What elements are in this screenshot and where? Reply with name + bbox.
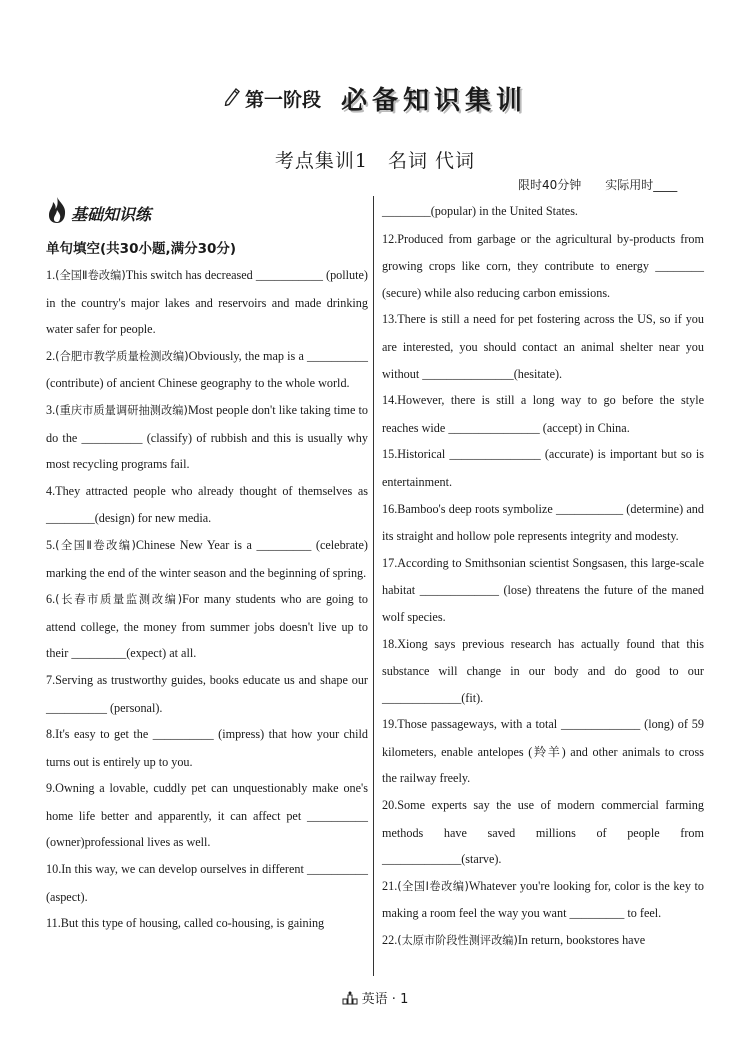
question-item: [46, 532, 368, 586]
question-item: [46, 586, 368, 667]
section-heading: [46, 198, 368, 232]
question-text: Some experts say the use of modern commercial farming methods have saved millions of people from _____________(starve).: [382, 798, 704, 867]
question-number: 8.: [46, 727, 56, 742]
footer-subject: 英语: [361, 992, 388, 1007]
question-item: [382, 198, 704, 226]
question-number: 15.: [382, 447, 398, 462]
question-number: 16.: [382, 501, 398, 516]
question-item: [46, 667, 368, 721]
page-footer: [0, 988, 750, 1009]
question-text: It's easy to get the __________ (impress) that how your child turns out is entirely up to you.: [46, 727, 368, 769]
question-item: [46, 478, 368, 532]
right-column: [382, 198, 704, 955]
question-text: ________(popular) in the United States.: [382, 204, 578, 218]
question-text: They attracted people who already thought of themselves as ________(design) for new media.: [46, 483, 368, 526]
question-item: [382, 711, 704, 792]
question-number: 21.: [382, 878, 398, 893]
question-number: 10.: [46, 862, 62, 877]
question-number: 17.: [382, 555, 398, 570]
question-number: 5.: [46, 537, 56, 552]
question-item: [46, 910, 368, 938]
question-text: Obviously, the map is a __________ (contribute) of ancient Chinese geography to the whole world.: [46, 348, 368, 391]
question-text: According to Smithsonian scientist Songsasen, this large-scale habitat _____________ (lose) threatens the future of the maned wolf species.: [382, 555, 704, 624]
question-source: (长春市质量监测改编): [55, 593, 183, 607]
question-text: For many students who are going to attend college, the money from summer jobs doesn't live up to their _________(expect) at all.: [46, 592, 368, 661]
question-number: 14.: [382, 393, 398, 408]
question-item: [382, 441, 704, 495]
question-source: (合肥市教学质量检测改编): [55, 349, 189, 363]
section-title: 基础知识练: [71, 204, 152, 224]
question-text: Bamboo's deep roots symbolize ___________ (determine) and its straight and hollow pole represents integrity and modesty.: [382, 501, 704, 544]
question-item: [382, 496, 704, 550]
pencil-icon: [223, 86, 241, 111]
section-subtitle: 考点集训1 名词 代词: [274, 150, 476, 172]
column-divider: [373, 196, 374, 976]
question-text: Chinese New Year is a _________ (celebrate) marking the end of the winter season and the beginning of spring.: [46, 537, 368, 580]
question-number: 9.: [46, 781, 56, 796]
question-number: 1.: [46, 268, 56, 282]
footer-separator: ·: [391, 992, 396, 1007]
question-item: [46, 343, 368, 397]
question-text: In this way, we can develop ourselves in different __________ (aspect).: [46, 862, 368, 904]
question-source: (太原市阶段性测评改编): [397, 934, 518, 948]
question-number: 6.: [46, 592, 56, 607]
time-limit: 限时40分钟 实际用时____: [518, 178, 678, 192]
question-number: 11.: [46, 916, 61, 931]
question-item: [382, 387, 704, 441]
question-text: But this type of housing, called co-housing, is gaining: [60, 916, 325, 931]
question-text: In return, bookstores have: [517, 933, 646, 948]
question-text: This switch has decreased ___________ (pollute) in the country's major lakes and reservoirs and made drinking water safer for people.: [46, 268, 368, 337]
question-text: Produced from garbage or the agricultural by-products from growing crops like corn, they contribute to energy ________ (secure) while also reducing carbon emissions.: [382, 231, 704, 300]
question-item: [382, 226, 704, 307]
question-number: 20.: [382, 798, 398, 813]
question-number: 12.: [382, 231, 398, 246]
question-item: [46, 856, 368, 910]
flame-icon: [46, 196, 68, 234]
question-text: Owning a lovable, cuddly pet can unquestionably make one's home life better and apparently, it can affect pet __________ (owner)professional lives as well.: [46, 781, 368, 850]
question-text: Historical _______________ (accurate) is important but so is entertainment.: [382, 447, 704, 489]
question-item: [382, 792, 704, 873]
page-header: [0, 80, 750, 117]
question-item: [46, 397, 368, 478]
question-number: 19.: [382, 717, 398, 732]
question-number: 7.: [46, 672, 56, 687]
question-item: [382, 873, 704, 927]
page-number: 1: [400, 992, 409, 1007]
question-text: However, there is still a long way to go before the style reaches wide _______________ (accept) in China.: [382, 393, 704, 435]
question-text: Most people don't like taking time to do the __________ (classify) of rubbish and this is usually why most recycling programs fail.: [46, 402, 369, 472]
question-text: Whatever you're looking for, color is the key to making a room feel the way you want _________ to feel.: [382, 878, 704, 921]
question-item: [46, 721, 368, 775]
instructions: 单句填空(共30小题,满分30分): [46, 241, 237, 257]
publisher-logo-icon: [342, 991, 358, 1009]
question-item: [382, 306, 704, 387]
page-title: 必备知识集训: [341, 86, 528, 116]
question-number: 3.: [46, 402, 56, 417]
question-source: (全国Ⅰ卷改编): [397, 879, 469, 893]
question-item: [382, 631, 704, 712]
question-number: 4.: [46, 483, 56, 498]
question-text: Xiong says previous research has actually found that this substance will change in our body and do good to our _____________(fit).: [382, 636, 704, 705]
question-text: Serving as trustworthy guides, books educate us and shape our __________ (personal).: [46, 672, 368, 715]
question-source: (全国Ⅱ卷改编): [55, 538, 136, 552]
question-item: [382, 550, 704, 631]
question-source: (重庆市质量调研抽测改编): [55, 403, 188, 417]
question-number: 22.: [382, 933, 398, 948]
question-text: There is still a need for pet fostering across the US, so if you are interested, you should contact an animal shelter near you without _______________(hesitate).: [382, 312, 704, 381]
left-column: [46, 198, 368, 938]
question-text: Those passageways, with a total _____________ (long) of 59 kilometers, enable antelopes (羚羊) and other animals to cross the railway freely.: [382, 717, 704, 786]
question-item: [382, 927, 704, 955]
question-item: [46, 262, 368, 343]
question-number: 2.: [46, 348, 56, 363]
question-item: [46, 775, 368, 856]
stage-label: 第一阶段: [244, 89, 321, 111]
question-number: 13.: [382, 312, 398, 327]
question-number: 18.: [382, 636, 398, 651]
question-source: (全国Ⅱ卷改编): [55, 269, 126, 282]
